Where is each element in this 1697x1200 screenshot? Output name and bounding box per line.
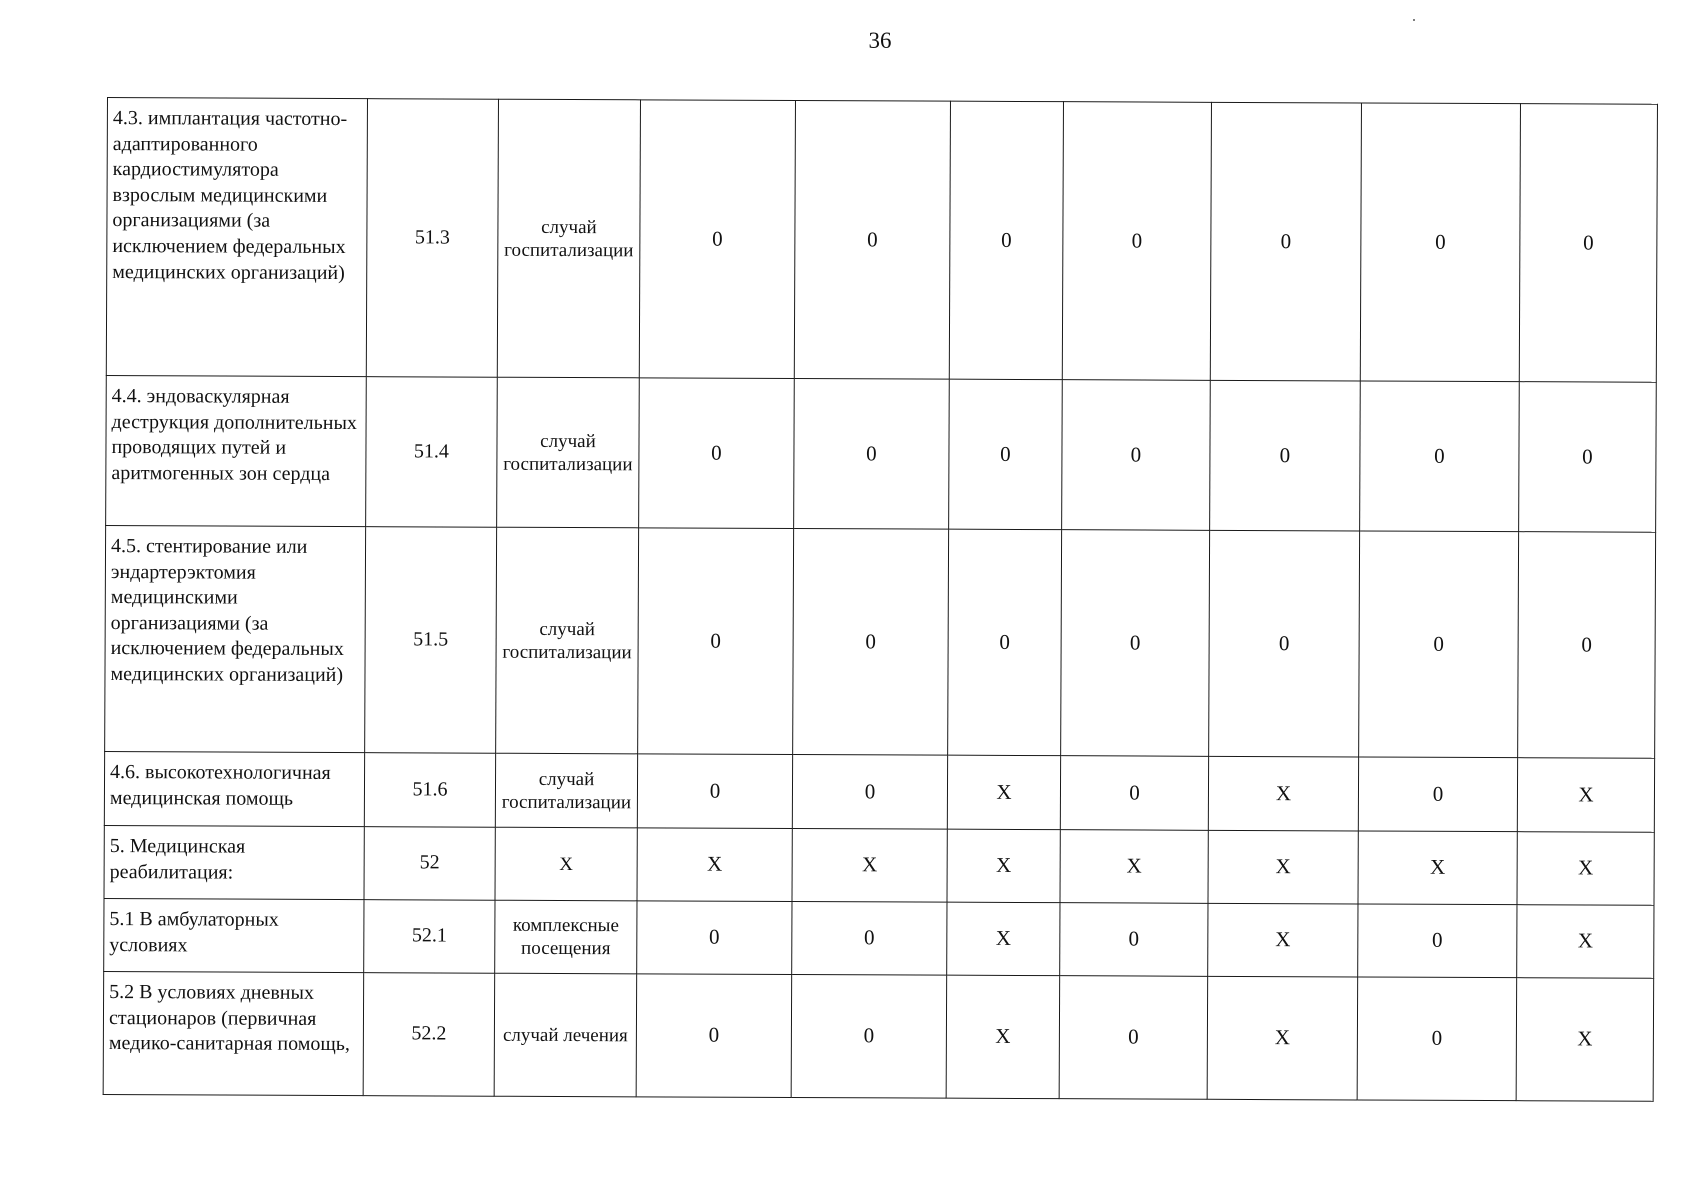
scan-speck <box>1413 19 1415 21</box>
row-value: 0 <box>1059 976 1208 1100</box>
row-value: Х <box>947 902 1060 975</box>
row-unit: случай госпитализации <box>497 377 640 528</box>
row-name: 4.4. эндоваскулярная деструкция дополнительных проводящих путей и аритмогенных зон сердца <box>106 375 367 526</box>
row-value: Х <box>947 829 1060 902</box>
row-unit: Х <box>495 827 637 901</box>
table-row <box>105 525 1656 758</box>
row-value: Х <box>1208 756 1358 831</box>
row-name: 4.5. стентирование или эндартерэктомия медицинскими организациями (за исключением федеральных медицинских организаций) <box>105 525 366 752</box>
row-value: 0 <box>639 100 795 379</box>
row-unit: комплексные посещения <box>495 900 637 974</box>
page-number: 36 <box>868 28 892 53</box>
table-row <box>103 971 1654 1101</box>
table-row <box>104 898 1654 978</box>
row-value: 0 <box>638 528 794 755</box>
row-value: 0 <box>639 378 795 529</box>
row-value: 0 <box>1209 530 1360 757</box>
row-value: 0 <box>1060 756 1208 831</box>
row-value: 0 <box>791 974 947 1098</box>
row-unit: случай госпитализации <box>497 99 640 378</box>
table-row <box>104 751 1654 832</box>
row-value: 0 <box>794 101 950 380</box>
row-value: 0 <box>793 529 949 756</box>
row-value: Х <box>1208 830 1358 904</box>
row-value: Х <box>1207 976 1358 1100</box>
row-value: 0 <box>1518 532 1656 759</box>
row-value: 0 <box>637 754 792 829</box>
row-value: Х <box>1517 758 1654 833</box>
table-row <box>104 825 1654 905</box>
row-value: 0 <box>1210 380 1361 531</box>
row-value: Х <box>1060 830 1208 904</box>
row-value: Х <box>947 755 1060 829</box>
row-code: 52 <box>364 827 495 901</box>
row-value: 0 <box>949 379 1063 529</box>
row-value: 0 <box>637 901 792 975</box>
row-value: 0 <box>792 754 947 829</box>
row-name: 4.3. имплантация частотно-адаптированного кардиостимулятора взрослым медицинскими организациями (за исключением федеральных медицинских организаций) <box>106 98 367 377</box>
table-row <box>106 98 1657 383</box>
row-value: Х <box>1517 832 1654 906</box>
row-code: 51.3 <box>366 99 498 378</box>
row-value: 0 <box>1519 382 1657 533</box>
row-code: 51.5 <box>365 527 497 754</box>
row-value: Х <box>1517 905 1654 979</box>
row-value: Х <box>946 975 1060 1098</box>
row-value: 0 <box>948 529 1062 755</box>
row-value: 0 <box>949 101 1063 379</box>
row-value: 0 <box>1061 530 1210 757</box>
row-unit: случай лечения <box>494 973 637 1097</box>
row-value: 0 <box>792 901 947 975</box>
row-value: 0 <box>1358 904 1517 978</box>
row-value: 0 <box>1359 531 1519 758</box>
row-name: 4.6. высокотехнологичная медицинская помощь <box>104 751 364 826</box>
row-value: 0 <box>1519 104 1657 383</box>
row-value: 0 <box>636 974 792 1098</box>
row-value: 0 <box>1060 903 1208 977</box>
row-value: 0 <box>1360 103 1520 382</box>
row-value: Х <box>1516 978 1654 1102</box>
row-value: 0 <box>794 379 950 530</box>
row-name: 5.1 В амбулаторных условиях <box>104 898 364 972</box>
row-value: 0 <box>1210 102 1361 381</box>
row-name: 5.2 В условиях дневных стационаров (первичная медико-санитарная помощь, <box>103 971 364 1095</box>
row-value: Х <box>1358 831 1517 905</box>
row-code: 52.1 <box>364 900 495 974</box>
row-name: 5. Медицинская реабилитация: <box>104 825 364 899</box>
row-value: Х <box>1208 903 1358 977</box>
row-value: 0 <box>1062 102 1211 381</box>
row-value: 0 <box>1357 977 1517 1101</box>
row-value: 0 <box>1360 381 1520 532</box>
row-value: Х <box>637 828 792 902</box>
row-unit: случай госпитализации <box>495 753 637 828</box>
row-value: 0 <box>1062 380 1211 531</box>
table-row <box>106 375 1657 532</box>
row-value: Х <box>792 828 947 902</box>
indicator-table <box>103 97 1658 1102</box>
row-code: 51.4 <box>366 377 498 528</box>
row-code: 51.6 <box>364 753 495 828</box>
row-value: 0 <box>1358 757 1517 832</box>
row-code: 52.2 <box>363 973 495 1097</box>
row-unit: случай госпитализации <box>496 527 639 754</box>
